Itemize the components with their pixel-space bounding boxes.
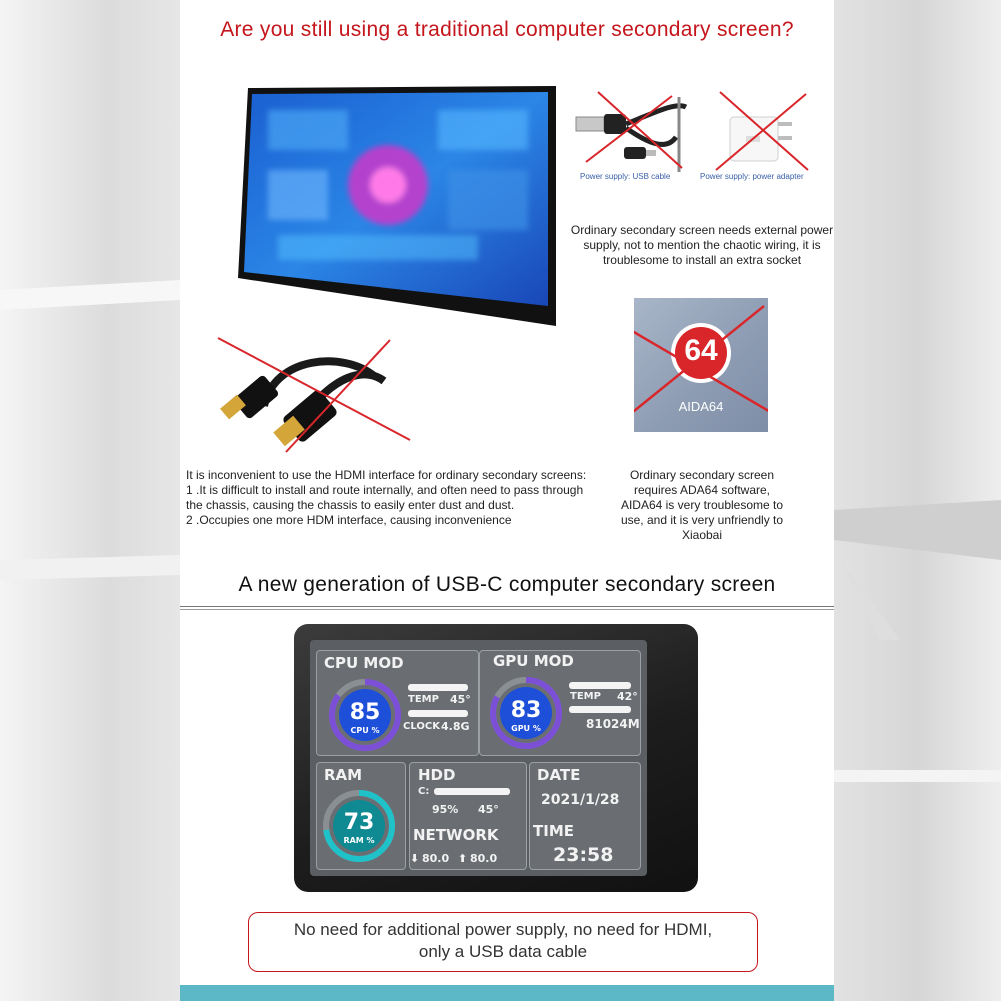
hdmi-note-line-4: 2 .Occupies one more HDM interface, causing inconvenience	[186, 513, 512, 527]
bottom-accent-band	[180, 985, 834, 1001]
cpu-temp-label: TEMP	[408, 694, 439, 705]
net-down-arrow-icon: ⬇	[410, 852, 420, 865]
gpu-load-unit: GPU %	[511, 724, 541, 733]
cpu-title: CPU MOD	[324, 654, 404, 672]
hdmi-note	[186, 468, 606, 528]
callout-line-1: No need for additional power supply, no need for HDMI,	[293, 920, 713, 939]
hdmi-cable-crossed-icon	[214, 336, 414, 452]
power-adapter-crossed-icon	[690, 92, 810, 172]
aida64-label: AIDA64	[678, 399, 724, 414]
ram-load-unit: RAM %	[343, 836, 375, 845]
hdd-temp-value: 45°	[478, 803, 499, 816]
benefit-callout	[248, 912, 758, 972]
callout-line-2: only a USB data cable	[418, 942, 588, 961]
date-value: 2021/1/28	[541, 792, 620, 808]
gpu-load-value: 83	[510, 698, 542, 723]
heading-new-generation: A new generation of USB-C computer secondary screen	[238, 573, 776, 596]
net-up-value: 80.0	[470, 852, 498, 865]
date-title: DATE	[537, 766, 581, 784]
background-left	[0, 0, 180, 1001]
cpu-load-value: 85	[349, 700, 381, 725]
hdmi-note-line-3: the chassis, causing the chassis to easily enter dust and dust.	[186, 498, 515, 512]
time-value: 23:58	[553, 844, 614, 866]
hdmi-note-line-2: 1 .It is difficult to install and route internally, and often need to pass through	[186, 483, 584, 497]
gpu-temp-bar	[569, 682, 631, 689]
cpu-clock-bar	[408, 710, 468, 717]
hdd-drive-label: C:	[418, 786, 430, 797]
hdd-title: HDD	[418, 766, 456, 784]
cpu-load-unit: CPU %	[350, 726, 380, 735]
time-title: TIME	[533, 822, 574, 840]
aida64-badge: 64	[684, 334, 718, 367]
net-down-value: 80.0	[422, 852, 450, 865]
aida64-note: Ordinary secondary screen requires ADA64 software, AIDA64 is very troublesome to use, and it is very unfriendly to Xiaobai	[620, 468, 784, 542]
usb-caption: Power supply: USB cable	[580, 172, 671, 181]
heading-traditional-screen: Are you still using a traditional computer secondary screen?	[220, 18, 794, 41]
cpu-temp-value: 45°	[450, 693, 471, 706]
traditional-monitor-image	[238, 80, 556, 326]
hdd-usage-bar	[434, 788, 510, 795]
gpu-temp-value: 42°	[617, 690, 638, 703]
hdd-usage-value: 95%	[432, 803, 459, 816]
gpu-mem-value: 81024M	[586, 717, 640, 731]
hdmi-note-line-1: It is inconvenient to use the HDMI interface for ordinary secondary screens:	[186, 468, 587, 482]
device-screen	[310, 640, 647, 876]
cpu-clock-value: 4.8G	[441, 720, 470, 733]
ram-load-value: 73	[343, 810, 375, 835]
section-divider	[180, 606, 834, 607]
usb-cable-crossed-icon	[576, 92, 688, 172]
power-supply-note: Ordinary secondary screen needs external power supply, not to mention the chaotic wiring, it is troublesome to install an extra socket	[570, 223, 834, 267]
gpu-title: GPU MOD	[493, 652, 574, 670]
adapter-caption: Power supply: power adapter	[700, 172, 804, 181]
network-title: NETWORK	[413, 826, 499, 844]
section-divider-secondary	[180, 609, 834, 610]
net-up-arrow-icon: ⬆	[458, 852, 468, 865]
cpu-temp-bar	[408, 684, 468, 691]
gpu-temp-label: TEMP	[570, 691, 601, 702]
background-right	[834, 0, 1001, 1001]
ram-title: RAM	[324, 766, 363, 784]
cpu-clock-label: CLOCK	[403, 721, 440, 732]
gpu-mem-bar	[569, 706, 631, 713]
